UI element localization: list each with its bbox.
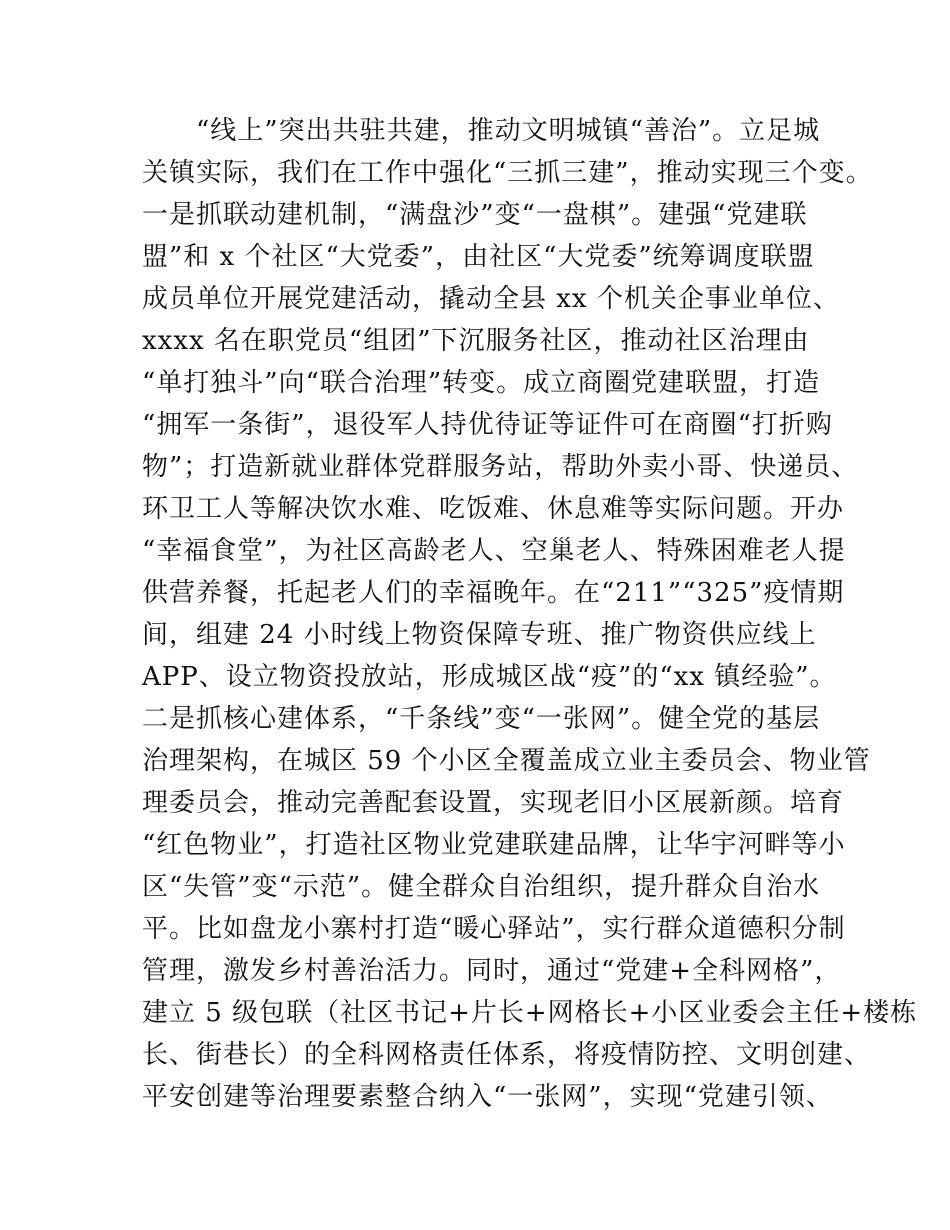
- text-line: 二是抓核心建体系，“千条线”变“一张网”。健全党的基层: [142, 704, 821, 734]
- text-line: APP、设立物资投放站，形成城区战“疫”的“xx 镇经验”。: [142, 662, 837, 692]
- text-line: 管理，激发乡村善治活力。同时，通过“党建+全科网格”，: [142, 956, 842, 986]
- text-line: 环卫工人等解决饮水难、吃饭难、休息难等实际问题。开办: [142, 494, 845, 524]
- text-line: “幸福食堂”，为社区高龄老人、空巢老人、特殊困难老人提: [142, 536, 846, 566]
- text-line: 平。比如盘龙小寨村打造“暖心驿站”，实行群众道德积分制: [142, 914, 846, 944]
- text-line: 平安创建等治理要素整合纳入“一张网”，实现“党建引领、: [142, 1082, 833, 1112]
- text-line: 供营养餐，托起老人们的幸福晚年。在“211”“325”疫情期: [142, 578, 845, 608]
- text-line: “拥军一条街”，退役军人持优待证等证件可在商圈“打折购: [142, 410, 833, 440]
- text-line: 成员单位开展党建活动，撬动全县 xx 个机关企事业单位、: [142, 284, 840, 314]
- text-line: 关镇实际，我们在工作中强化“三抓三建”，推动实现三个变。: [142, 158, 873, 188]
- text-line: 治理架构，在城区 59 个小区全覆盖成立业主委员会、物业管: [142, 746, 871, 776]
- text-line: “红色物业”，打造社区物业党建联建品牌，让华宇河畔等小: [142, 830, 846, 860]
- text-line: “线上”突出共驻共建，推动文明城镇“善治”。立足城: [196, 116, 821, 146]
- text-line: “单打独斗”向“联合治理”转变。成立商圈党建联盟，打造: [142, 368, 821, 398]
- body-paragraph: [142, 110, 918, 1118]
- text-line: 一是抓联动建机制，“满盘沙”变“一盘棋”。建强“党建联: [142, 200, 808, 230]
- text-line: 间，组建 24 小时线上物资保障专班、推广物资供应线上: [142, 620, 817, 650]
- text-line: 理委员会，推动完善配套设置，实现老旧小区展新颜。培育: [142, 788, 845, 818]
- text-line: 长、街巷长）的全科网格责任体系，将疫情防控、文明创建、: [142, 1040, 872, 1070]
- text-line: 区“失管”变“示范”。健全群众自治组织，提升群众自治水: [142, 872, 821, 902]
- text-line: 建立 5 级包联（社区书记+片长+网格长+小区业委会主任+楼栋: [142, 998, 918, 1028]
- text-line: 盟”和 x 个社区“大党委”，由社区“大党委”统筹调度联盟: [142, 242, 815, 272]
- text-line: 物”；打造新就业群体党群服务站，帮助外卖小哥、快递员、: [142, 452, 859, 482]
- text-line: xxxx 名在职党员“组团”下沉服务社区，推动社区治理由: [142, 326, 810, 356]
